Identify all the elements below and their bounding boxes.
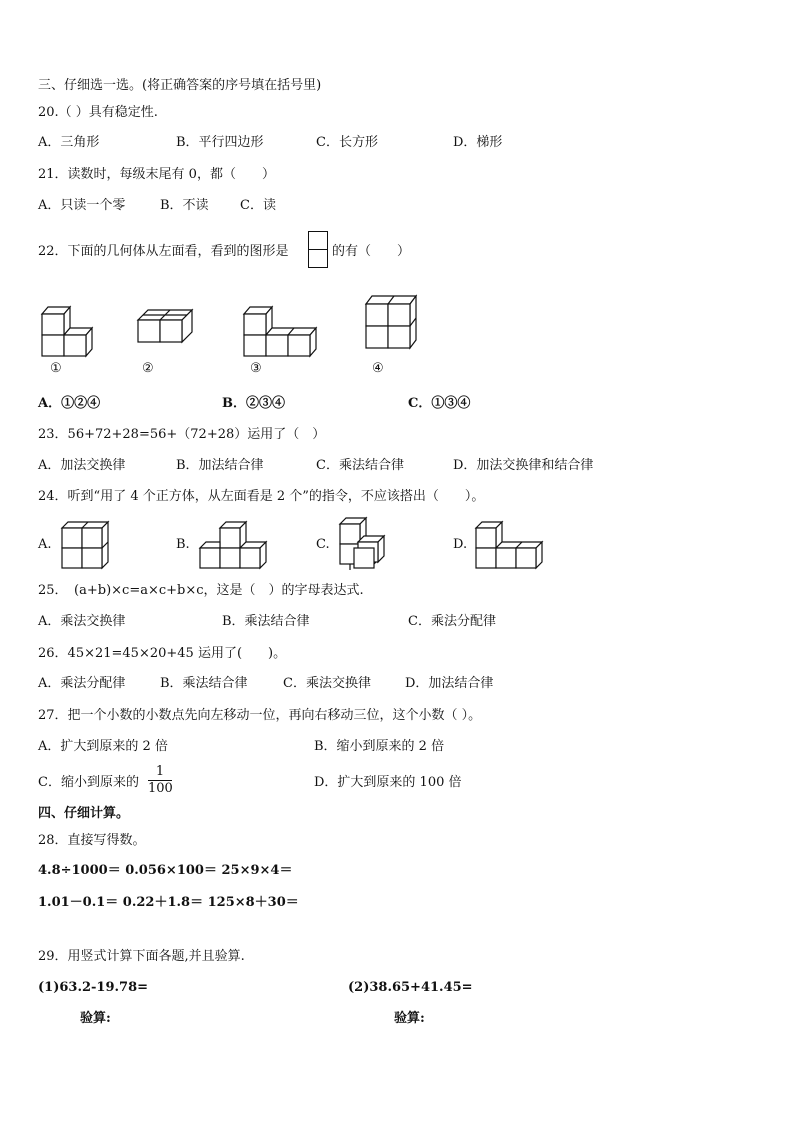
q24-figure-b (198, 520, 268, 570)
q22-figure-1-label: ① (50, 361, 62, 376)
q29-part-1: (1)63.2-19.78= (38, 980, 149, 995)
q20-option-c: C．长方形 (316, 135, 378, 150)
q22-figure-2 (136, 306, 198, 348)
fraction-numerator: 1 (155, 764, 165, 779)
q27-option-a: A．扩大到原来的 2 倍 (38, 739, 168, 754)
q21-option-b: B．不读 (160, 198, 209, 213)
q28-row-1: 4.8÷1000＝ 0.056×100＝ 25×9×4＝ (38, 863, 293, 878)
q24-figure-d (474, 520, 544, 570)
q26-option-a: A．乘法分配律 (38, 676, 126, 691)
q24-option-b: B. (176, 537, 190, 552)
q20-option-d: D．梯形 (453, 135, 503, 150)
q24-figure-c (336, 516, 390, 572)
q21-option-c: C．读 (240, 198, 276, 213)
question-26: 26．45×21=45×20+45 运用了( )。 (38, 646, 287, 661)
q22-figure-4-label: ④ (372, 361, 384, 376)
question-28: 28．直接写得数。 (38, 833, 146, 848)
q22-figure-3 (242, 300, 322, 358)
q22-figure-3-label: ③ (250, 361, 262, 376)
q25-option-b: B．乘法结合律 (222, 614, 310, 629)
q29-check-1: 验算: (80, 1011, 111, 1026)
q22-option-c: C．①③④ (408, 396, 471, 411)
q21-option-a: A．只读一个零 (38, 198, 126, 213)
q26-option-c: C．乘法交换律 (283, 676, 371, 691)
q26-option-d: D．加法结合律 (405, 676, 494, 691)
q27-option-b: B．缩小到原来的 2 倍 (314, 739, 445, 754)
q27-option-d: D．扩大到原来的 100 倍 (314, 775, 462, 790)
q26-option-b: B．乘法结合律 (160, 676, 248, 691)
q25-option-c: C．乘法分配律 (408, 614, 496, 629)
question-29: 29．用竖式计算下面各题,并且验算. (38, 949, 245, 964)
fraction-denominator: 100 (148, 781, 173, 796)
q27-option-c: C．缩小到原来的 (38, 775, 139, 790)
question-23: 23．56+72+28=56+（72+28）运用了（ ） (38, 427, 326, 442)
q24-option-c: C. (316, 537, 330, 552)
section-3-title: 三、仔细选一选。(将正确答案的序号填在括号里) (38, 78, 322, 93)
q22-figure-2-label: ② (142, 361, 154, 376)
q22-option-b: B．②③④ (222, 396, 285, 411)
q24-option-d: D. (453, 537, 468, 552)
section-4-title: 四、仔细计算。 (38, 806, 130, 821)
q23-option-a: A．加法交换律 (38, 458, 126, 473)
question-22-part1: 22．下面的几何体从左面看，看到的图形是 (38, 244, 289, 259)
q20-option-a: A．三角形 (38, 135, 100, 150)
q23-option-b: B．加法结合律 (176, 458, 264, 473)
question-24: 24．听到“用了 4 个正方体，从左面看是 2 个”的指令，不应该搭出（ ）。 (38, 489, 485, 504)
q24-option-a: A. (38, 537, 52, 552)
q25-option-a: A．乘法交换律 (38, 614, 126, 629)
q27-option-c-fraction (148, 764, 172, 797)
q22-option-a: A．①②④ (38, 396, 101, 411)
question-25: 25． (a+b)×c=a×c+b×c，这是（ ）的字母表达式. (38, 583, 364, 598)
question-27: 27．把一个小数的小数点先向左移动一位，再向右移动三位，这个小数（ ）。 (38, 708, 482, 723)
q23-option-c: C．乘法结合律 (316, 458, 404, 473)
q22-figure-4 (364, 292, 420, 352)
q29-part-2: (2)38.65+41.45= (348, 980, 473, 995)
q20-option-b: B．平行四边形 (176, 135, 264, 150)
two-square-view-icon (308, 231, 328, 269)
question-20: 20.（ ）具有稳定性. (38, 105, 158, 120)
q29-check-2: 验算: (394, 1011, 425, 1026)
q23-option-d: D．加法交换律和结合律 (453, 458, 594, 473)
q24-figure-a (60, 520, 110, 570)
q28-row-2: 1.01－0.1＝ 0.22＋1.8＝ 125×8＋30＝ (38, 895, 299, 910)
q22-figure-1 (40, 300, 100, 358)
question-21: 21．读数时，每级末尾有 0，都（ ） (38, 167, 275, 182)
question-22-part2: 的有（ ） (332, 244, 411, 259)
